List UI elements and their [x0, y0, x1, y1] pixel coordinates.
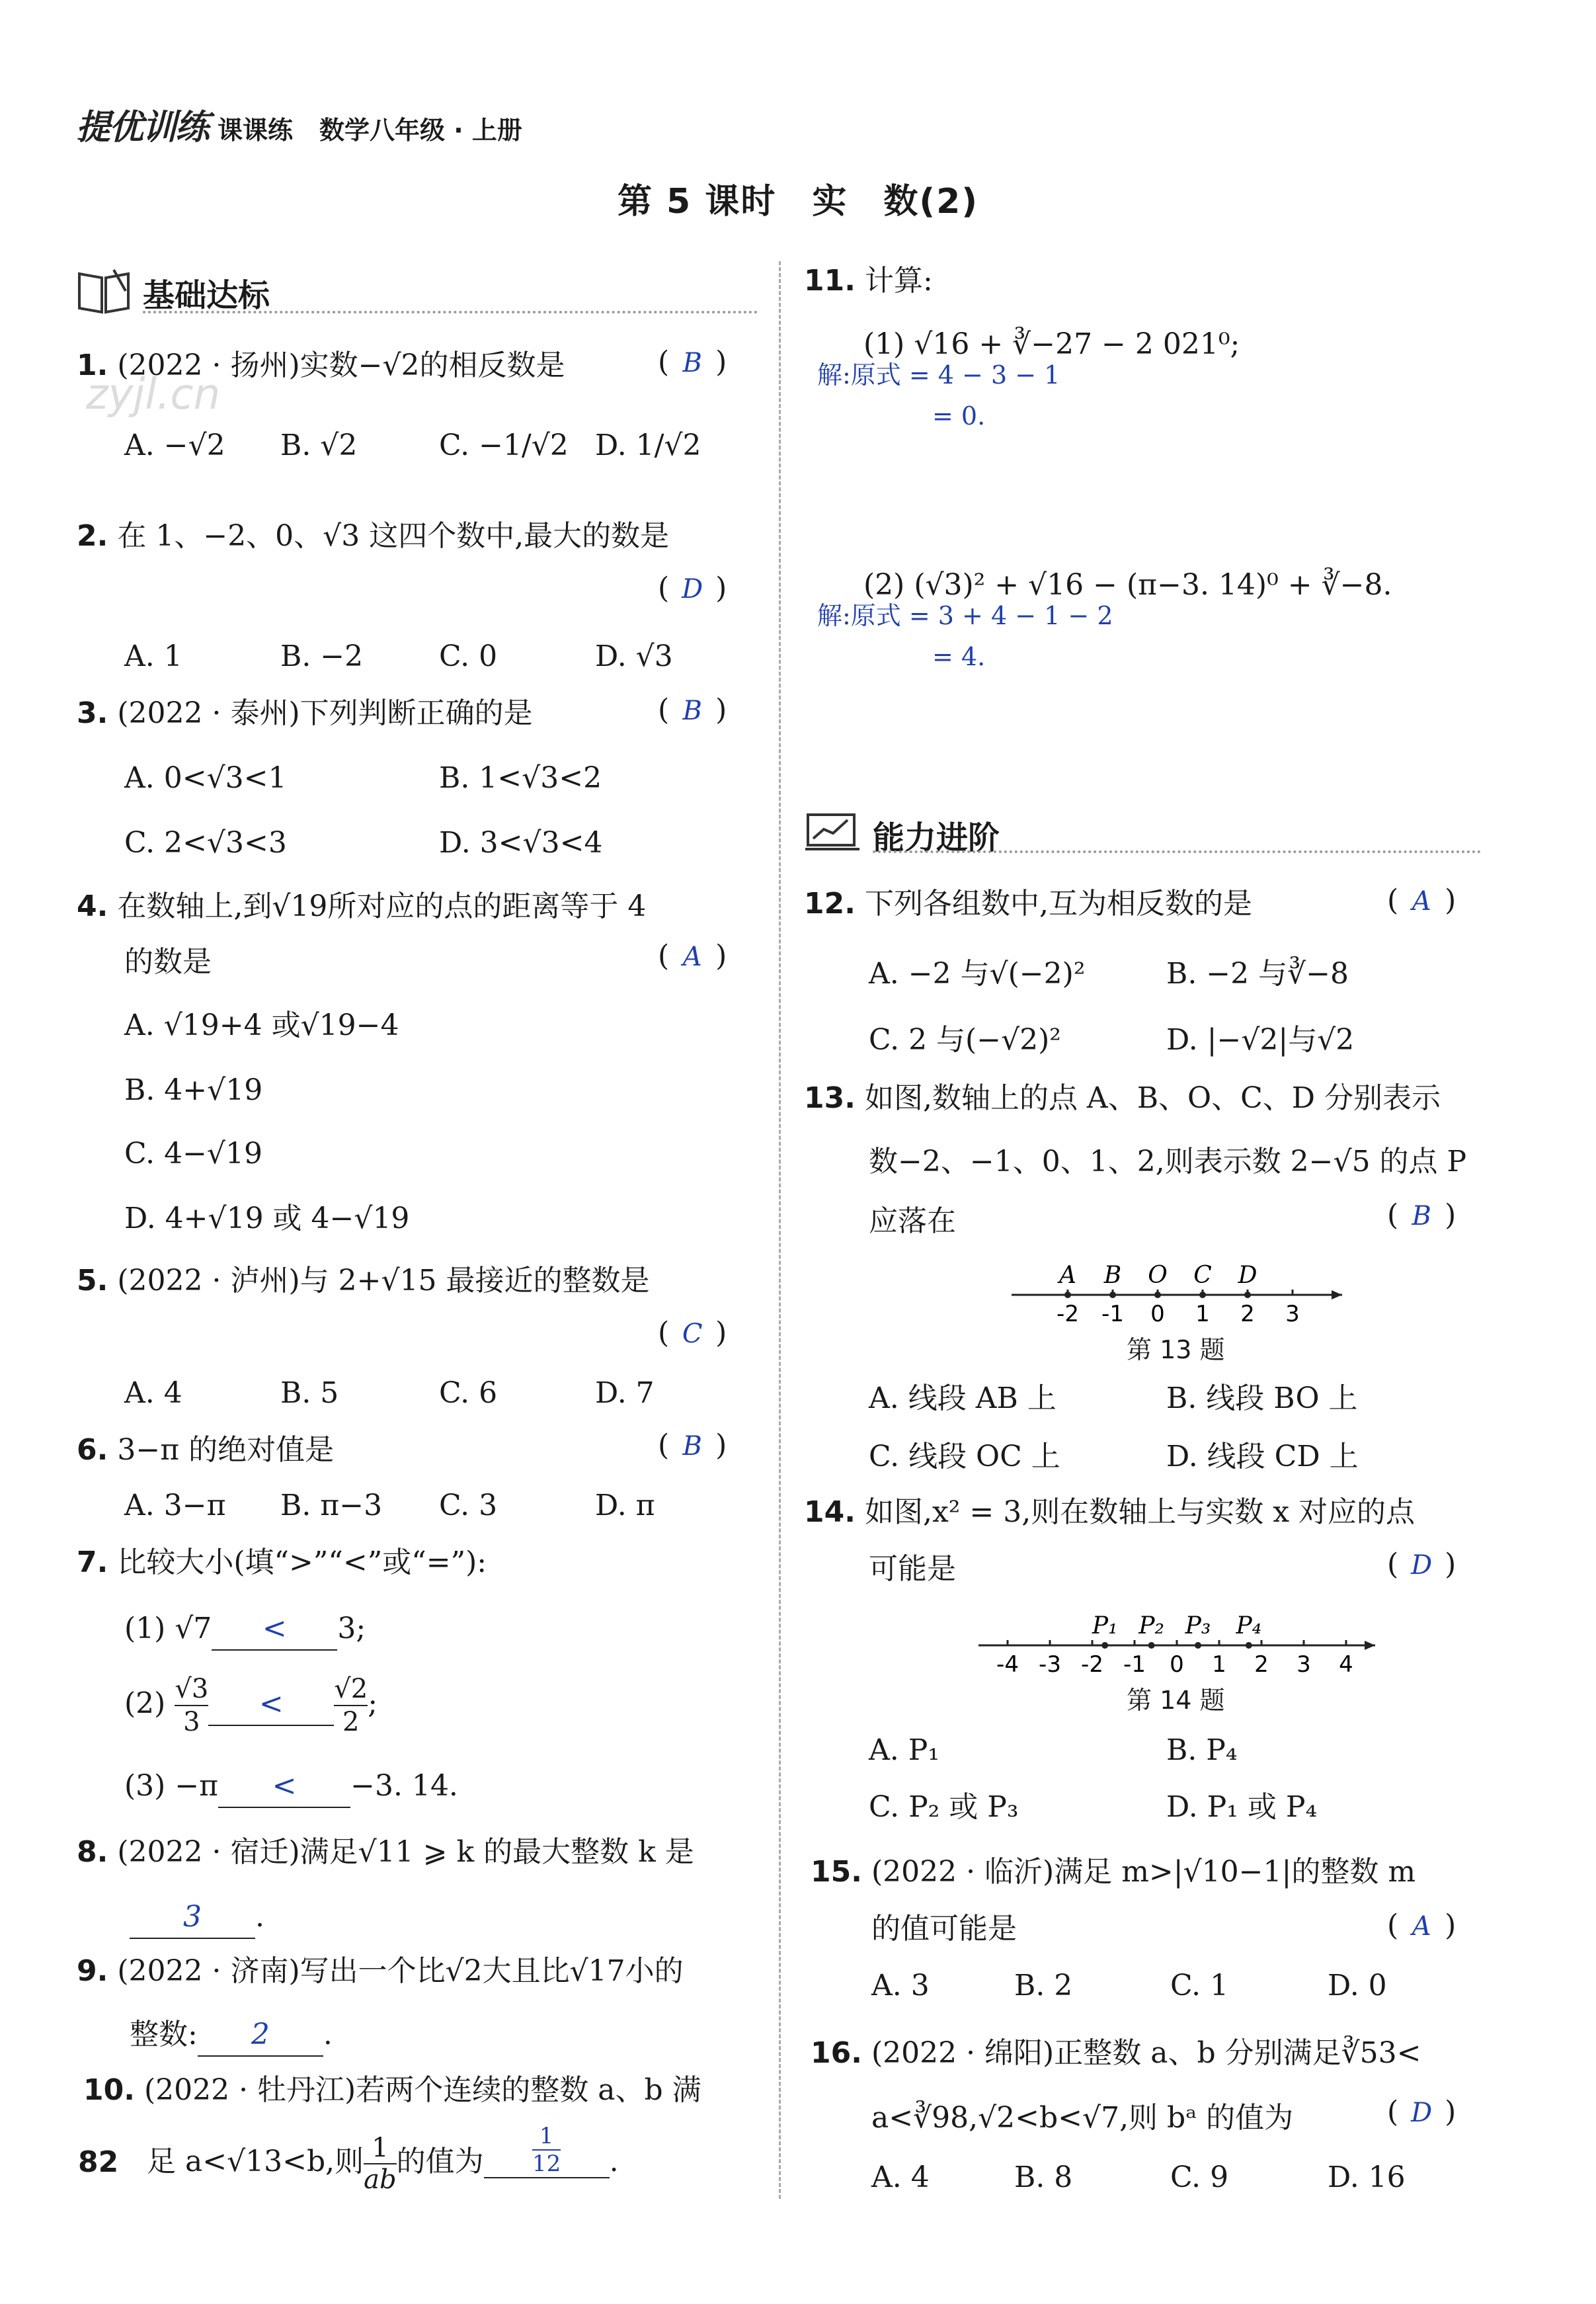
point-dot — [1244, 1292, 1251, 1298]
option-16d: D. 16 — [1328, 2160, 1406, 2194]
point-dot — [1109, 1292, 1116, 1298]
question-5: 5. (2022 · 泸州)与 2+√15 最接近的整数是 — [77, 1264, 650, 1297]
question-9-line2: 整数: 2 . — [130, 2014, 333, 2057]
tick-label: 4 — [1339, 1651, 1353, 1677]
point-label: P₄ — [1236, 1612, 1262, 1639]
option-15a: A. 3 — [871, 1969, 930, 2002]
option-6c: C. 3 — [439, 1489, 498, 1522]
option-4a: A. √19+4 或√19−4 — [124, 1008, 399, 1042]
solution-11-1-line1: 解:原式 = 4 − 3 − 1 — [817, 360, 1060, 390]
option-12c: C. 2 与(−√2)² — [869, 1023, 1061, 1057]
option-12d: D. |−√2|与√2 — [1166, 1023, 1355, 1057]
question-7-part-1: (1) √7 < 3; — [124, 1608, 366, 1651]
option-16a: A. 4 — [871, 2160, 930, 2194]
brand-logo: 提优训练 — [76, 108, 209, 147]
option-15b: B. 2 — [1014, 1969, 1073, 2002]
answer-13: B — [1412, 1201, 1431, 1231]
question-12: 12. 下列各组数中,互为相反数的是 — [804, 887, 1252, 921]
answer-paren-13: ( B ) — [1387, 1198, 1456, 1232]
option-13a: A. 线段 AB 上 — [869, 1381, 1057, 1415]
question-7-part-2: (2) $\frac{√3}{3}$ < $\frac{√2}{2}$ ; — [124, 1674, 378, 1737]
question-13-line2: 数−2、−1、0、1、2,则表示数 2−√5 的点 P — [869, 1145, 1467, 1178]
blank-7-1[interactable]: < — [212, 1608, 337, 1651]
option-4c: C. 4−√19 — [124, 1137, 262, 1171]
question-4: 4. 在数轴上,到√19所对应的点的距离等于 4 — [77, 889, 647, 923]
option-1b: B. √2 — [280, 429, 358, 462]
blank-10[interactable]: $\frac{1}{12}$ — [484, 2123, 610, 2178]
series-name: 课课练 — [218, 116, 294, 145]
option-3a: A. 0<√3<1 — [124, 761, 287, 795]
tick-label: -1 — [1101, 1301, 1124, 1323]
option-16c: C. 9 — [1170, 2160, 1229, 2194]
fraction-left: $\frac{√3}{3}$ — [175, 1674, 209, 1737]
section-underline — [873, 850, 1481, 853]
fraction-1-over-ab: $\frac{1}{ab}$ — [364, 2132, 397, 2195]
number-line-14 — [972, 1598, 1382, 1677]
answer-paren-14: ( D ) — [1387, 1547, 1456, 1581]
point-label: B — [1103, 1262, 1122, 1289]
section-basic: 基础达标 — [143, 277, 270, 314]
tick-label: -1 — [1123, 1651, 1146, 1677]
caption-14: 第 14 题 — [1127, 1686, 1225, 1715]
tick-label: 3 — [1297, 1651, 1311, 1677]
option-5d: D. 7 — [595, 1376, 655, 1410]
answer-5: C — [682, 1319, 703, 1349]
question-15-line2: 的值可能是 — [871, 1912, 1017, 1946]
answer-paren-6: ( B ) — [658, 1428, 727, 1462]
point-label: P₂ — [1138, 1612, 1164, 1639]
answer-paren-3: ( B ) — [658, 693, 727, 727]
answer-paren-5: ( C ) — [658, 1316, 727, 1350]
question-3: 3. (2022 · 泰州)下列判断正确的是 — [77, 696, 533, 730]
question-4-line2: 的数是 — [124, 945, 212, 979]
point-dot — [1154, 1292, 1161, 1298]
answer-paren-1: ( B ) — [658, 345, 727, 379]
answer-paren-16: ( D ) — [1387, 2095, 1456, 2129]
watermark: zyjl.cn — [86, 370, 221, 419]
tick-label: -4 — [996, 1651, 1019, 1677]
point-label: A — [1059, 1262, 1076, 1289]
tick-label: 2 — [1254, 1651, 1269, 1677]
option-2d: D. √3 — [595, 639, 673, 673]
tick-label: 0 — [1150, 1301, 1165, 1323]
question-8: 8. (2022 · 宿迁)满足√11 ⩾ k 的最大整数 k 是 — [77, 1835, 694, 1869]
point-dot — [1199, 1292, 1206, 1298]
tick-label: -2 — [1081, 1651, 1103, 1677]
blank-7-3[interactable]: < — [218, 1766, 350, 1808]
tick-label: -3 — [1039, 1651, 1061, 1677]
column-divider — [779, 261, 781, 2199]
book-icon — [74, 265, 134, 320]
answer-1: B — [682, 348, 702, 378]
option-5a: A. 4 — [124, 1376, 182, 1410]
axis-arrow — [1332, 1290, 1342, 1299]
page-title: 第 5 课时 实 数(2) — [617, 182, 979, 222]
blank-7-2[interactable]: < — [208, 1684, 334, 1726]
answer-3: B — [682, 696, 702, 726]
question-1: 1. (2022 · 扬州)实数−√2的相反数是 — [77, 349, 565, 382]
option-2b: B. −2 — [280, 639, 364, 673]
tick-label: 0 — [1170, 1651, 1184, 1677]
option-14b: B. P₄ — [1166, 1733, 1238, 1767]
number-line-13 — [992, 1250, 1349, 1323]
caption-13: 第 13 题 — [1127, 1335, 1225, 1364]
question-10-line2: 足 a<√13<b,则 $\frac{1}{ab}$ 的值为 $\frac{1}{12}$ . — [147, 2123, 619, 2195]
option-3d: D. 3<√3<4 — [439, 826, 603, 860]
answer-15: A — [1412, 1911, 1431, 1942]
section-underline — [143, 311, 758, 313]
chart-icon — [804, 808, 861, 857]
point-dot — [1148, 1642, 1155, 1649]
option-14d: D. P₁ 或 P₄ — [1166, 1790, 1318, 1824]
option-1c: C. −1/√2 — [439, 429, 569, 462]
option-2a: A. 1 — [124, 639, 182, 673]
option-12a: A. −2 与√(−2)² — [869, 957, 1086, 991]
answer-16: D — [1411, 2098, 1433, 2128]
tick-label: 1 — [1195, 1301, 1210, 1323]
tick-label: 2 — [1240, 1301, 1255, 1323]
question-16-line2: a<∛98,√2<b<√7,则 bᵃ 的值为 — [871, 2101, 1294, 2135]
option-13b: B. 线段 BO 上 — [1166, 1381, 1358, 1415]
option-5c: C. 6 — [439, 1376, 498, 1410]
tick-label: -2 — [1057, 1301, 1079, 1323]
question-7: 7. 比较大小(填“>”“<”或“=”): — [77, 1545, 487, 1579]
point-dot — [1101, 1642, 1108, 1649]
blank-9[interactable]: 2 — [198, 2014, 323, 2057]
option-1d: D. 1/√2 — [595, 429, 701, 462]
option-2c: C. 0 — [439, 639, 498, 673]
answer-2: D — [682, 574, 703, 604]
question-14: 14. 如图,x² = 3,则在数轴上与实数 x 对应的点 — [804, 1495, 1415, 1529]
fraction-right: $\frac{√2}{2}$ — [334, 1674, 368, 1737]
option-15c: C. 1 — [1170, 1969, 1229, 2002]
axis-arrow — [1365, 1641, 1375, 1650]
solution-11-1-line2: = 0. — [932, 401, 986, 431]
answer-paren-2: ( D ) — [658, 571, 727, 605]
answer-paren-12: ( A ) — [1387, 884, 1456, 917]
answer-4: A — [682, 942, 702, 972]
option-12b: B. −2 与∛−8 — [1166, 957, 1349, 991]
solution-11-2-line2: = 4. — [932, 642, 986, 671]
question-9: 9. (2022 · 济南)写出一个比√2大且比√17小的 — [77, 1954, 684, 1988]
section-advanced: 能力进阶 — [873, 819, 1000, 856]
option-6d: D. π — [595, 1489, 655, 1522]
question-11-part-2: (2) (√3)² + √16 − (π−3. 14)⁰ + ∛−8. — [863, 568, 1392, 602]
subject-name: 数学八年级 · 上册 — [319, 116, 522, 145]
point-label: P₁ — [1092, 1612, 1118, 1639]
question-2: 2. 在 1、−2、0、√3 这四个数中,最大的数是 — [77, 519, 670, 553]
option-1a: A. −√2 — [124, 429, 225, 462]
answer-12: A — [1412, 886, 1431, 917]
option-5b: B. 5 — [280, 1376, 339, 1410]
question-6: 6. 3−π 的绝对值是 — [77, 1433, 335, 1467]
question-13: 13. 如图,数轴上的点 A、B、O、C、D 分别表示 — [804, 1081, 1441, 1115]
answer-14: D — [1411, 1550, 1433, 1581]
option-4b: B. 4+√19 — [124, 1073, 263, 1107]
question-15: 15. (2022 · 临沂)满足 m>|√10−1|的整数 m — [811, 1855, 1416, 1889]
option-6a: A. 3−π — [124, 1489, 226, 1522]
option-14a: A. P₁ — [869, 1733, 939, 1767]
tick-label: 1 — [1212, 1651, 1226, 1677]
page-header — [76, 99, 522, 149]
question-16: 16. (2022 · 绵阳)正整数 a、b 分别满足∛53< — [811, 2036, 1421, 2070]
answer-paren-15: ( A ) — [1387, 1909, 1456, 1942]
point-label: O — [1148, 1262, 1168, 1289]
point-dot — [1064, 1292, 1071, 1298]
option-6b: B. π−3 — [280, 1489, 383, 1522]
question-13-line3: 应落在 — [869, 1204, 956, 1238]
point-label: P₃ — [1185, 1612, 1211, 1639]
question-10: 10. (2022 · 牡丹江)若两个连续的整数 a、b 满 — [83, 2073, 701, 2107]
question-7-part-3: (3) −π < −3. 14. — [124, 1766, 458, 1808]
option-13c: C. 线段 OC 上 — [869, 1440, 1060, 1473]
page-number: 82 — [78, 2145, 119, 2179]
question-8-answer-line: 3 . — [130, 1897, 264, 1939]
tick-label: 3 — [1285, 1301, 1300, 1323]
answer-paren-4: ( A ) — [658, 939, 727, 973]
option-4d: D. 4+√19 或 4−√19 — [124, 1202, 410, 1235]
option-16b: B. 8 — [1014, 2160, 1073, 2194]
point-dot — [1195, 1642, 1201, 1649]
option-15d: D. 0 — [1328, 1969, 1387, 2002]
point-label: D — [1238, 1262, 1257, 1289]
question-14-line2: 可能是 — [869, 1552, 956, 1586]
option-14c: C. P₂ 或 P₃ — [869, 1790, 1019, 1824]
point-dot — [1246, 1642, 1252, 1649]
question-11-part-1: (1) √16 + ∛−27 − 2 021⁰; — [863, 327, 1240, 361]
blank-8[interactable]: 3 — [130, 1897, 255, 1939]
answer-6: B — [682, 1431, 702, 1461]
point-label: C — [1193, 1262, 1212, 1289]
option-3c: C. 2<√3<3 — [124, 826, 287, 860]
solution-11-2-line1: 解:原式 = 3 + 4 − 1 − 2 — [817, 601, 1113, 630]
question-11: 11. 计算: — [804, 264, 933, 298]
option-13d: D. 线段 CD 上 — [1166, 1440, 1359, 1473]
option-3b: B. 1<√3<2 — [439, 761, 602, 795]
